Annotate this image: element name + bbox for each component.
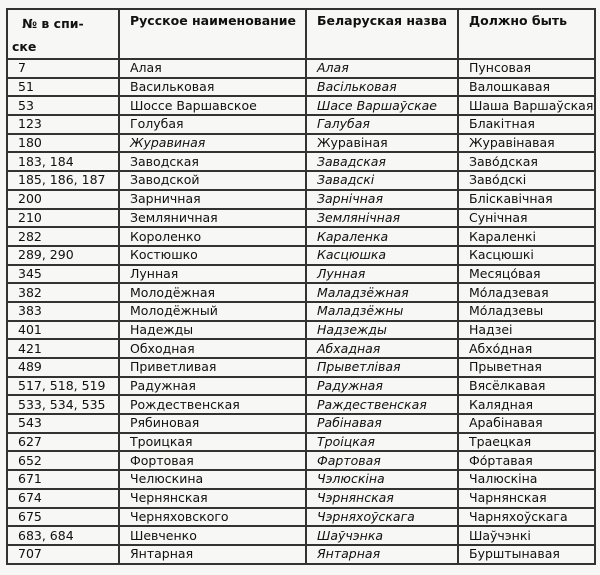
cell-number: 627 — [7, 433, 119, 452]
table-row — [7, 395, 595, 414]
cell-russian-name: Радужная — [119, 377, 306, 396]
table-row — [7, 115, 595, 134]
cell-number: 671 — [7, 470, 119, 489]
cell-russian-name: Надежды — [119, 321, 306, 340]
cell-belarusian-name: Чэрняхоўскага — [306, 508, 458, 527]
cell-should-be: Шаўчэнкі — [458, 526, 595, 545]
header-row — [7, 9, 595, 59]
cell-russian-name: Заводской — [119, 171, 306, 190]
cell-belarusian-name: Маладзёжная — [306, 283, 458, 302]
cell-russian-name: Алая — [119, 59, 306, 78]
cell-belarusian-name: Чэлюскіна — [306, 470, 458, 489]
cell-number: 7 — [7, 59, 119, 78]
cell-should-be: Траецкая — [458, 433, 595, 452]
cell-belarusian-name: Шаўчэнка — [306, 526, 458, 545]
cell-number: 282 — [7, 227, 119, 246]
cell-russian-name: Обходная — [119, 339, 306, 358]
cell-belarusian-name: Троіцкая — [306, 433, 458, 452]
cell-number: 683, 684 — [7, 526, 119, 545]
cell-number: 123 — [7, 115, 119, 134]
table-row — [7, 470, 595, 489]
cell-number: 53 — [7, 96, 119, 115]
header-should-be: Должно быть — [458, 9, 595, 59]
header-number — [7, 9, 119, 59]
cell-belarusian-name: Караленка — [306, 227, 458, 246]
table-row — [7, 414, 595, 433]
table-row — [7, 545, 595, 564]
cell-belarusian-name: Чэрнянская — [306, 489, 458, 508]
cell-number: 51 — [7, 78, 119, 97]
cell-russian-name: Рождественская — [119, 395, 306, 414]
cell-should-be: Журавінавая — [458, 134, 595, 153]
cell-russian-name: Короленко — [119, 227, 306, 246]
cell-belarusian-name: Шасе Варшаўскае — [306, 96, 458, 115]
cell-russian-name: Голубая — [119, 115, 306, 134]
cell-belarusian-name: Зарнічная — [306, 190, 458, 209]
cell-number: 383 — [7, 302, 119, 321]
cell-should-be: Мо́ладзевы — [458, 302, 595, 321]
table-row — [7, 134, 595, 153]
table-row — [7, 78, 595, 97]
cell-number: 185, 186, 187 — [7, 171, 119, 190]
cell-should-be: Чарнянская — [458, 489, 595, 508]
header-number-line2: ске — [12, 39, 37, 54]
cell-belarusian-name: Янтарная — [306, 545, 458, 564]
cell-belarusian-name: Радужная — [306, 377, 458, 396]
cell-russian-name: Молодёжная — [119, 283, 306, 302]
cell-should-be: Арабінавая — [458, 414, 595, 433]
cell-should-be: Калядная — [458, 395, 595, 414]
cell-should-be: Блакітная — [458, 115, 595, 134]
cell-russian-name: Фортовая — [119, 451, 306, 470]
table-row — [7, 227, 595, 246]
cell-belarusian-name: Землянічная — [306, 209, 458, 228]
cell-number: 489 — [7, 358, 119, 377]
cell-russian-name: Приветливая — [119, 358, 306, 377]
table-row — [7, 302, 595, 321]
header-russian-name: Русское наименование — [119, 9, 306, 59]
cell-should-be: Месяцо́вая — [458, 265, 595, 284]
cell-russian-name: Лунная — [119, 265, 306, 284]
street-names-table — [6, 8, 596, 565]
cell-should-be: Касцюшкі — [458, 246, 595, 265]
cell-russian-name: Янтарная — [119, 545, 306, 564]
table-row — [7, 246, 595, 265]
table-row — [7, 377, 595, 396]
cell-number: 382 — [7, 283, 119, 302]
header-belarusian-name: Беларуская назва — [306, 9, 458, 59]
table-row — [7, 152, 595, 171]
cell-number: 543 — [7, 414, 119, 433]
cell-should-be: Прыветная — [458, 358, 595, 377]
cell-should-be: Чалюскіна — [458, 470, 595, 489]
cell-belarusian-name: Васільковая — [306, 78, 458, 97]
cell-should-be: Караленкі — [458, 227, 595, 246]
table-row — [7, 190, 595, 209]
table-row — [7, 171, 595, 190]
cell-number: 401 — [7, 321, 119, 340]
cell-number: 200 — [7, 190, 119, 209]
table-row — [7, 209, 595, 228]
cell-russian-name: Троицкая — [119, 433, 306, 452]
cell-should-be: Абхо́дная — [458, 339, 595, 358]
cell-should-be: Бліскавічная — [458, 190, 595, 209]
table-row — [7, 433, 595, 452]
table-row — [7, 526, 595, 545]
cell-number: 180 — [7, 134, 119, 153]
cell-russian-name: Черняховского — [119, 508, 306, 527]
cell-belarusian-name: Абхадная — [306, 339, 458, 358]
cell-should-be: Заво́дскі — [458, 171, 595, 190]
cell-number: 674 — [7, 489, 119, 508]
cell-should-be: Бурштынавая — [458, 545, 595, 564]
cell-should-be: Сунічная — [458, 209, 595, 228]
cell-belarusian-name: Лунная — [306, 265, 458, 284]
cell-should-be: Чарняхоўскага — [458, 508, 595, 527]
cell-number: 183, 184 — [7, 152, 119, 171]
cell-belarusian-name: Алая — [306, 59, 458, 78]
cell-belarusian-name: Касцюшка — [306, 246, 458, 265]
cell-number: 517, 518, 519 — [7, 377, 119, 396]
cell-number: 652 — [7, 451, 119, 470]
cell-should-be: Пунсовая — [458, 59, 595, 78]
cell-belarusian-name: Галубая — [306, 115, 458, 134]
cell-russian-name: Шоссе Варшавское — [119, 96, 306, 115]
cell-russian-name: Зарничная — [119, 190, 306, 209]
cell-number: 345 — [7, 265, 119, 284]
cell-number: 421 — [7, 339, 119, 358]
cell-should-be: Шаша Варшаўская — [458, 96, 595, 115]
cell-belarusian-name: Завадская — [306, 152, 458, 171]
cell-russian-name: Васильковая — [119, 78, 306, 97]
table-row — [7, 96, 595, 115]
cell-should-be: Фо́ртавая — [458, 451, 595, 470]
cell-russian-name: Заводская — [119, 152, 306, 171]
table-row — [7, 59, 595, 78]
cell-belarusian-name: Прыветлівая — [306, 358, 458, 377]
cell-russian-name: Журавиная — [119, 134, 306, 153]
cell-russian-name: Земляничная — [119, 209, 306, 228]
cell-belarusian-name: Раждественская — [306, 395, 458, 414]
cell-belarusian-name: Рабінавая — [306, 414, 458, 433]
cell-belarusian-name: Фартовая — [306, 451, 458, 470]
cell-russian-name: Чернянская — [119, 489, 306, 508]
cell-number: 675 — [7, 508, 119, 527]
cell-belarusian-name: Надзежды — [306, 321, 458, 340]
cell-belarusian-name: Завадскі — [306, 171, 458, 190]
table-row — [7, 321, 595, 340]
cell-russian-name: Молодёжный — [119, 302, 306, 321]
table-row — [7, 339, 595, 358]
cell-number: 533, 534, 535 — [7, 395, 119, 414]
cell-should-be: Валошкавая — [458, 78, 595, 97]
cell-should-be: Вясёлкавая — [458, 377, 595, 396]
cell-russian-name: Шевченко — [119, 526, 306, 545]
header-number-line1: № в спи- — [22, 16, 84, 31]
cell-russian-name: Челюскина — [119, 470, 306, 489]
table-row — [7, 358, 595, 377]
table-row — [7, 489, 595, 508]
cell-belarusian-name: Журавіная — [306, 134, 458, 153]
table-row — [7, 283, 595, 302]
cell-number: 210 — [7, 209, 119, 228]
cell-belarusian-name: Маладзёжны — [306, 302, 458, 321]
cell-number: 707 — [7, 545, 119, 564]
cell-russian-name: Рябиновая — [119, 414, 306, 433]
table-row — [7, 265, 595, 284]
cell-should-be: Мо́ладзевая — [458, 283, 595, 302]
table-row — [7, 508, 595, 527]
cell-russian-name: Костюшко — [119, 246, 306, 265]
cell-number: 289, 290 — [7, 246, 119, 265]
cell-should-be: Надзеі — [458, 321, 595, 340]
table-row — [7, 451, 595, 470]
cell-should-be: Заво́дская — [458, 152, 595, 171]
